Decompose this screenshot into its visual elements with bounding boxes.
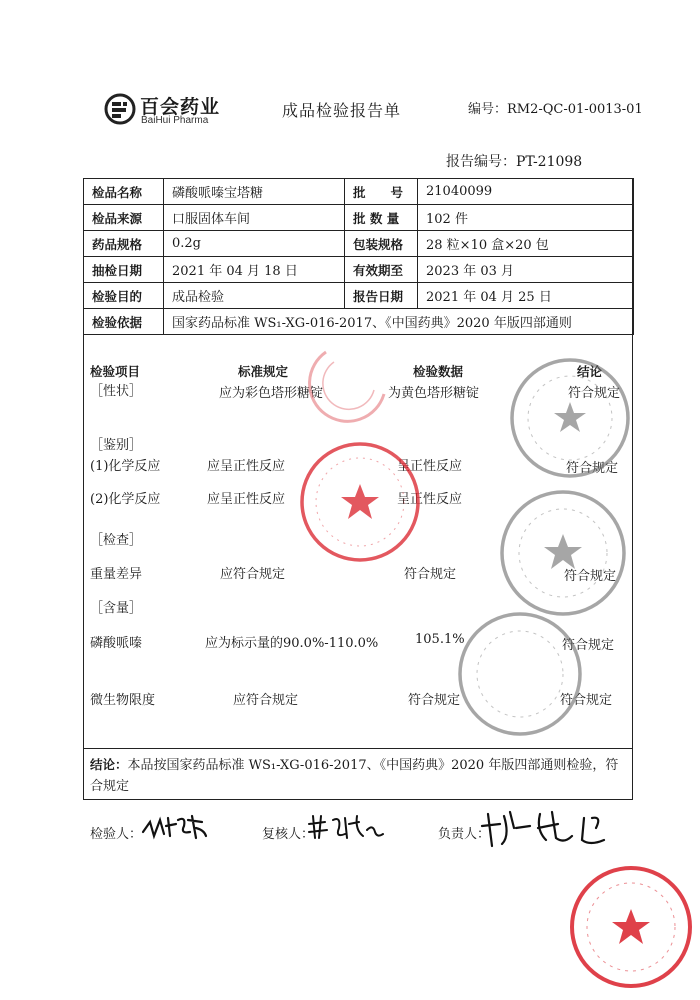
column-header-item: 检验项目 (90, 364, 141, 379)
section-assay: ［含量］ (90, 601, 143, 616)
red-seal-partial (306, 344, 388, 426)
sample-date-label: 抽检日期 (84, 257, 164, 283)
purpose-label: 检验目的 (84, 283, 164, 309)
basis-value: 国家药品标准 WS₁-XG-016-2017、《中国药典》2020 年版四部通则 (164, 309, 634, 335)
assay-data: 105.1% (415, 632, 465, 647)
conclusion (90, 754, 625, 797)
table-row (84, 283, 634, 309)
gray-company-seal-1 (508, 356, 632, 480)
conclusion-label: 结论： (90, 757, 128, 772)
table-row (84, 309, 634, 335)
info-table (83, 178, 634, 335)
column-header-standard: 标准规定 (238, 364, 289, 379)
micro-standard: 应符合规定 (233, 693, 299, 708)
ident2-standard: 应呈正性反应 (207, 492, 286, 507)
ident1-standard: 应呈正性反应 (207, 459, 286, 474)
micro-data: 符合规定 (408, 693, 461, 708)
ident2-item: (2)化学反应 (90, 492, 161, 507)
assay-standard: 应为标示量的90.0%-110.0% (205, 636, 379, 651)
reviewer-signature (305, 810, 385, 844)
quantity-value: 102 件 (418, 205, 634, 231)
expiry-label: 有效期至 (345, 257, 418, 283)
purpose-value: 成品检验 (164, 283, 345, 309)
company-logo (104, 92, 234, 128)
ident1-item: (1)化学反应 (90, 459, 161, 474)
table-row (84, 257, 634, 283)
quantity-label: 批 数 量 (345, 205, 418, 231)
gray-company-seal-3 (456, 610, 584, 738)
gray-company-seal-2 (498, 488, 628, 618)
spec-label: 药品规格 (84, 231, 164, 257)
pack-value: 28 粒×10 盒×20 包 (418, 231, 634, 257)
report-number: 报告编号：PT-21098 (446, 154, 583, 170)
red-inspection-seal (298, 440, 422, 564)
ident1-data: 呈正性反应 (397, 459, 463, 474)
weight-item: 重量差异 (90, 567, 143, 582)
supervisor-signature (480, 806, 620, 850)
red-quality-seal (568, 864, 694, 990)
source-value: 口服固体车间 (164, 205, 345, 231)
micro-result: 符合规定 (560, 693, 613, 708)
batch-value: 21040099 (418, 179, 634, 205)
column-header-data: 检验数据 (413, 364, 464, 379)
supervisor-label: 负责人： (438, 827, 491, 842)
product-value: 磷酸哌嗪宝塔糖 (164, 179, 345, 205)
basis-label: 检验依据 (84, 309, 164, 335)
conclusion-divider (83, 748, 633, 749)
appearance-standard: 应为彩色塔形糖锭 (219, 386, 324, 401)
weight-result: 符合规定 (564, 569, 617, 584)
conclusion-text: 本品按国家药品标准 WS₁-XG-016-2017、《中国药典》2020 年版四部通则检验，符合规定 (90, 758, 619, 794)
table-row (84, 179, 634, 205)
assay-result: 符合规定 (562, 638, 615, 653)
ident2-data: 呈正性反应 (397, 492, 463, 507)
company-logo-icon (104, 93, 136, 125)
report-date-value: 2021 年 04 月 25 日 (418, 283, 634, 309)
appearance-data: 为黄色塔形糖锭 (388, 386, 480, 401)
assay-item: 磷酸哌嗪 (90, 636, 143, 651)
logo-text-cn: 百会药业 (140, 96, 221, 118)
product-label: 检品名称 (84, 179, 164, 205)
reviewer-label: 复核人： (262, 827, 315, 842)
sample-date-value: 2021 年 04 月 18 日 (164, 257, 345, 283)
expiry-value: 2023 年 03 月 (418, 257, 634, 283)
report-date-label: 报告日期 (345, 283, 418, 309)
inspector-label: 检验人： (90, 827, 143, 842)
batch-label: 批 号 (345, 179, 418, 205)
logo-text-en: BaiHui Pharma (141, 115, 209, 126)
weight-standard: 应符合规定 (220, 567, 286, 582)
column-header-result: 结论 (577, 364, 603, 379)
section-identification: ［鉴别］ (90, 438, 143, 453)
appearance-result: 符合规定 (568, 386, 621, 401)
ident1-result: 符合规定 (566, 461, 619, 476)
table-row (84, 205, 634, 231)
document-title: 成品检验报告单 (282, 101, 402, 120)
document-number: 编号：RM2-QC-01-0013-01 (468, 102, 643, 117)
source-label: 检品来源 (84, 205, 164, 231)
micro-item: 微生物限度 (90, 693, 156, 708)
pack-label: 包装规格 (345, 231, 418, 257)
spec-value: 0.2g (164, 231, 345, 257)
section-appearance: ［性状］ (90, 384, 143, 399)
section-check: ［检查］ (90, 533, 143, 548)
weight-data: 符合规定 (404, 567, 457, 582)
table-row (84, 231, 634, 257)
inspector-signature (140, 810, 210, 844)
